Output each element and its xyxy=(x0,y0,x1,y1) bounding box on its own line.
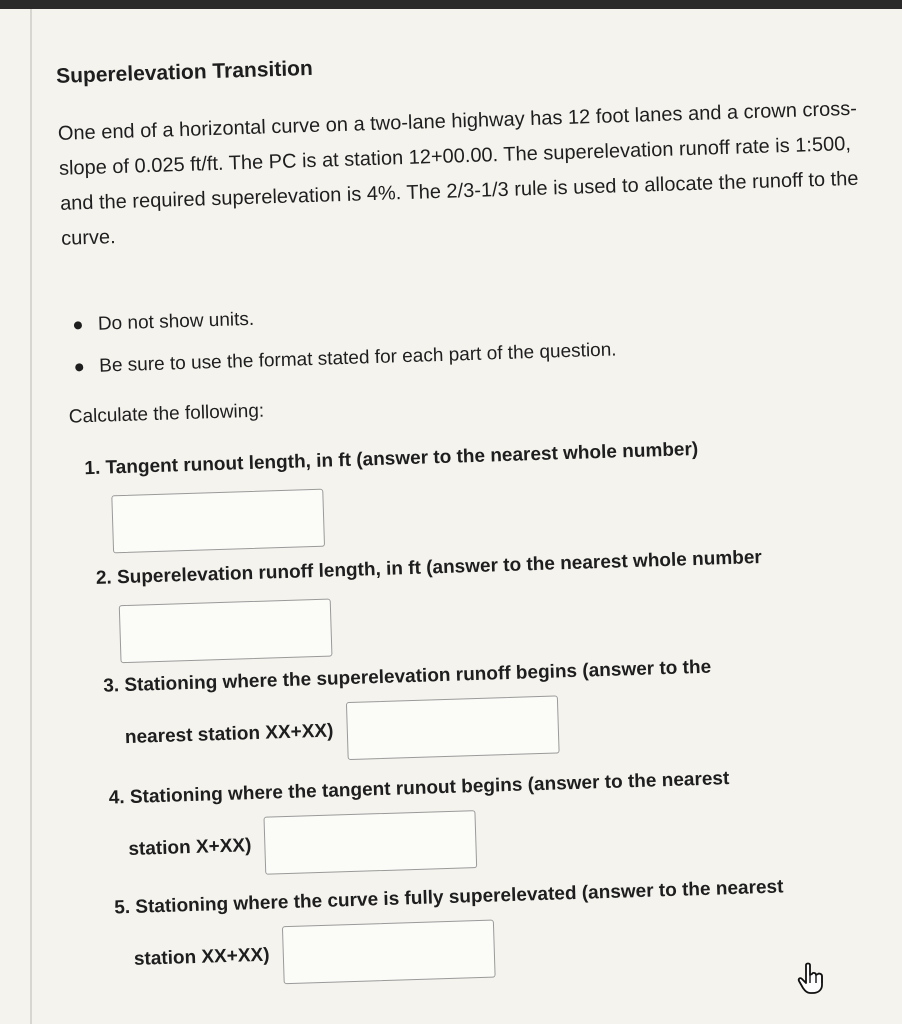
question-5-text: 5. Stationing where the curve is fully superelevated (answer to the nearest xyxy=(113,876,784,919)
answer-3-input[interactable] xyxy=(346,695,560,760)
question-5 xyxy=(114,876,786,989)
worksheet-page xyxy=(0,9,902,1024)
calculate-heading: Calculate the following: xyxy=(68,400,265,428)
question-1-text: 1. Tangent runout length, in ft (answer to the nearest whole number) xyxy=(84,438,699,480)
answer-1-input[interactable] xyxy=(111,489,325,554)
hand-pointer-icon xyxy=(796,961,826,995)
question-4-format: station X+XX) xyxy=(128,835,252,861)
question-3 xyxy=(103,657,714,768)
problem-statement: One end of a horizontal curve on a two-lane highway has 12 foot lanes and a crown cross-slope of 0.025 ft/ft. The PC is at station 12+00.00. The superelevation runoff rate is 1:500, and the required superelevation is 4%. The 2/3-1/3 rule is used to allocate the runoff to the curve. xyxy=(57,97,859,250)
instruction-list xyxy=(71,287,617,388)
question-5-format: station XX+XX) xyxy=(133,944,270,970)
instruction-item: Do not show units. xyxy=(71,287,616,346)
question-4-text: 4. Stationing where the tangent runout begins (answer to the nearest xyxy=(108,768,730,809)
question-1 xyxy=(84,439,701,554)
answer-5-input[interactable] xyxy=(282,920,496,985)
question-3-text: 3. Stationing where the superelevation runoff begins (answer to the xyxy=(102,656,712,697)
question-2-text: 2. Superelevation runoff length, in ft (answer to the nearest whole number xyxy=(95,546,763,589)
answer-2-input[interactable] xyxy=(119,599,333,664)
question-4 xyxy=(108,768,731,879)
page-title: Superelevation Transition xyxy=(55,56,314,88)
instruction-item: Be sure to use the format stated for each part of the question. xyxy=(73,329,618,388)
question-3-format: nearest station XX+XX) xyxy=(124,720,334,749)
answer-4-input[interactable] xyxy=(264,810,478,875)
question-2 xyxy=(96,547,765,664)
